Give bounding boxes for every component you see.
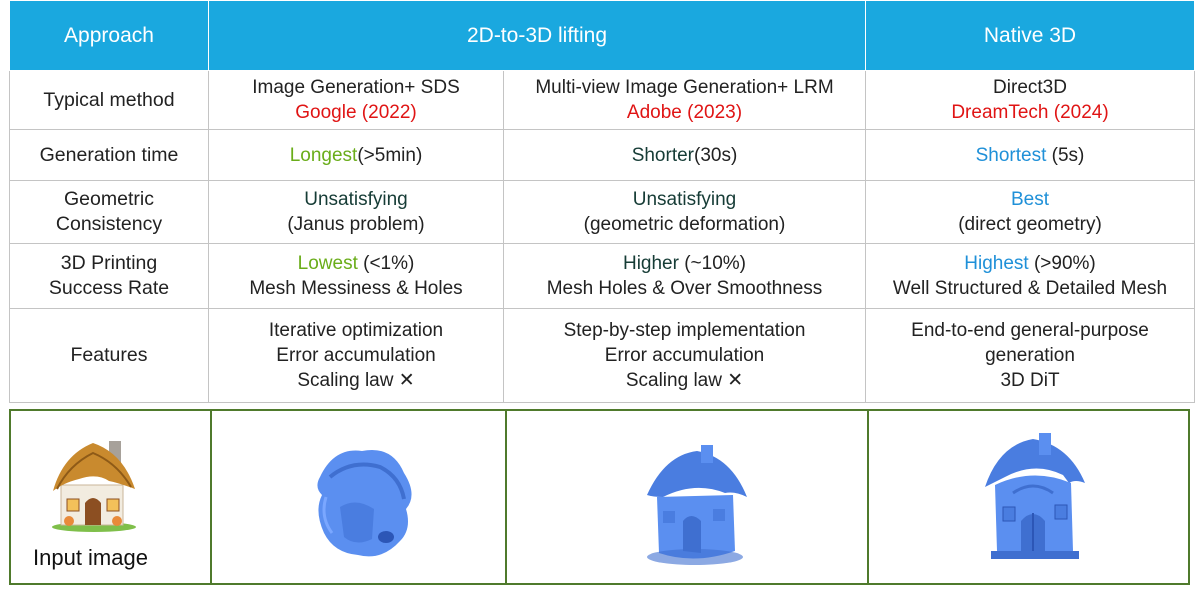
print-lrm-rate: (~10%) — [678, 253, 747, 274]
cell-time-direct3d — [866, 130, 1195, 181]
print-sds-note: Mesh Messiness & Holes — [249, 278, 463, 299]
direct3d-result-mesh — [975, 433, 1095, 569]
geo-sds-rating: Unsatisfying — [304, 189, 408, 210]
cell-print-direct3d — [866, 244, 1195, 309]
method-direct3d-name: Direct3D — [993, 77, 1067, 98]
input-house-image — [49, 433, 139, 533]
print-lrm-rank: Higher — [622, 253, 679, 274]
row-label-features: Features — [10, 309, 209, 403]
print-lrm-note: Mesh Holes & Over Smoothness — [546, 278, 823, 299]
time-sds-rank: Longest — [289, 144, 358, 166]
cell-geo-direct3d — [866, 181, 1195, 244]
cell-method-sds — [209, 71, 504, 130]
comparison-table — [9, 0, 1195, 403]
lrm-result-mesh — [635, 441, 755, 571]
row-label-generation-time: Generation time — [10, 130, 209, 181]
geo-lrm-rating: Unsatisfying — [632, 189, 737, 210]
input-image-caption: Input image — [33, 545, 148, 570]
features-sds-item: Scaling law ✕ — [297, 370, 415, 391]
print-direct3d-rank: Highest — [964, 253, 1029, 274]
results-image-row — [9, 409, 1190, 585]
row-features — [10, 309, 1195, 403]
cell-features-sds — [209, 309, 504, 403]
features-sds-item: Error accumulation — [276, 345, 436, 366]
geo-direct3d-rating: Best — [1010, 189, 1050, 210]
geo-sds-note: (Janus problem) — [287, 214, 425, 235]
geo-direct3d-note: (direct geometry) — [958, 214, 1102, 235]
method-sds-org: Google (2022) — [295, 102, 417, 123]
method-sds-name: Image Generation+ SDS — [252, 77, 460, 98]
cell-geo-sds — [209, 181, 504, 244]
cell-print-lrm — [504, 244, 866, 309]
result-direct3d-cell — [867, 411, 1188, 583]
features-sds-item: Iterative optimization — [268, 320, 444, 341]
print-label-line2: Success Rate — [48, 277, 170, 299]
cell-method-direct3d — [866, 71, 1195, 130]
input-image-cell — [11, 411, 210, 583]
time-sds-value: (>5min) — [357, 144, 423, 166]
geo-lrm-note: (geometric deformation) — [583, 214, 786, 235]
result-lrm-cell — [505, 411, 867, 583]
geo-label-line1: Geometric — [64, 188, 154, 210]
row-typical-method — [10, 71, 1195, 130]
features-lrm-item: Scaling law ✕ — [625, 370, 744, 391]
row-geometric-consistency — [10, 181, 1195, 244]
row-label-geometric-consistency — [10, 181, 209, 244]
method-lrm-name: Multi-view Image Generation+ LRM — [535, 77, 834, 98]
header-approach: Approach — [10, 1, 209, 71]
header-2d-to-3d-lifting: 2D-to-3D lifting — [209, 1, 866, 71]
time-lrm-value: (30s) — [694, 144, 738, 166]
time-direct3d-rank: Shortest — [975, 144, 1047, 166]
print-direct3d-rate: (>90%) — [1028, 253, 1096, 274]
method-direct3d-org: DreamTech (2024) — [951, 102, 1109, 123]
features-lrm-item: Error accumulation — [604, 345, 765, 366]
features-direct3d-item: 3D DiT — [1000, 370, 1060, 391]
features-direct3d-item: End-to-end general-purpose — [911, 320, 1149, 341]
features-lrm-item: Step-by-step implementation — [563, 320, 806, 341]
cell-print-sds — [209, 244, 504, 309]
time-direct3d-value: (5s) — [1046, 144, 1085, 166]
print-label-line1: 3D Printing — [60, 252, 158, 274]
cell-features-lrm — [504, 309, 866, 403]
cell-time-lrm — [504, 130, 866, 181]
method-lrm-org: Adobe (2023) — [626, 102, 743, 123]
print-direct3d-note: Well Structured & Detailed Mesh — [892, 278, 1168, 299]
time-lrm-rank: Shorter — [631, 144, 694, 166]
print-sds-rank: Lowest — [297, 253, 358, 274]
result-sds-cell — [210, 411, 505, 583]
row-label-3d-printing — [10, 244, 209, 309]
cell-time-sds — [209, 130, 504, 181]
features-direct3d-item: generation — [985, 345, 1075, 366]
print-sds-rate: (<1%) — [357, 253, 415, 274]
row-3d-printing-success-rate — [10, 244, 1195, 309]
row-generation-time — [10, 130, 1195, 181]
header-row — [10, 1, 1195, 71]
sds-result-mesh — [300, 437, 430, 567]
cell-features-direct3d — [866, 309, 1195, 403]
geo-label-line2: Consistency — [55, 213, 163, 235]
cell-method-lrm — [504, 71, 866, 130]
header-native-3d: Native 3D — [866, 1, 1195, 71]
cell-geo-lrm — [504, 181, 866, 244]
row-label-typical-method: Typical method — [10, 71, 209, 130]
